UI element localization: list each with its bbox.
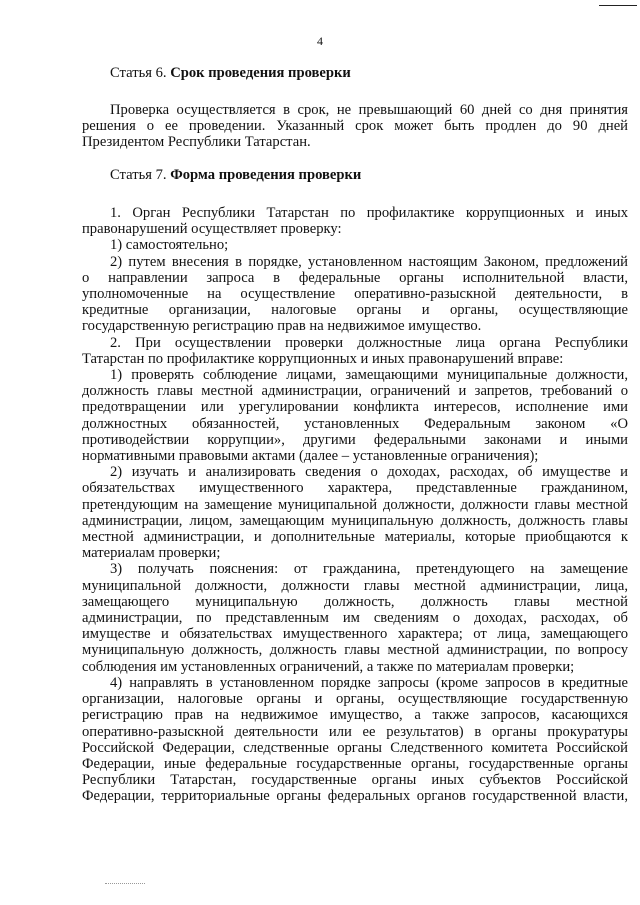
body-line: должностных обязанностей, установленных Федеральным законом «О (82, 415, 628, 432)
article-7-heading (110, 167, 361, 183)
body-line: противодействии коррупции», другими федеральными законами и иными (82, 431, 628, 448)
article-6-heading (110, 65, 351, 81)
article-7-body (82, 205, 628, 805)
article-7-prefix: Статья 7. (110, 167, 167, 183)
body-line: Республики Татарстан, государственные органы иных субъектов Российской (82, 772, 628, 789)
body-line: 1. Орган Республики Татарстан по профилактике коррупционных и иных (110, 205, 628, 221)
body-line: кредитные организации, налоговые органы и органы, осуществляющие (82, 302, 628, 319)
body-line: предотвращении или урегулировании конфликта интересов, исполнение ими (82, 399, 628, 416)
scan-edge-mark (599, 0, 637, 6)
body-line: решения о ее проведении. Указанный срок может быть продлен до 90 дней (82, 118, 628, 135)
body-line: Татарстан по профилактике коррупционных и иных правонарушений вправе: (82, 350, 564, 367)
body-line: регистрацию прав на недвижимое имущество, а также запросов, касающихся (82, 707, 628, 724)
body-line: администрации, по представленным им сведениям о доходах, расходах, об (82, 610, 628, 627)
body-line: нормативными правовыми актами (далее – установленные ограничения); (82, 448, 539, 465)
body-line: замещающего муниципальную должность, должность главы местной (82, 593, 628, 610)
body-line: муниципальную должность, должность главы местной администрации, по вопросу (82, 642, 628, 659)
body-line: оперативно-разыскной деятельности или ее результатов) в органы прокуратуры (82, 723, 628, 740)
body-line: 2) изучать и анализировать сведения о доходах, расходах, об имуществе и (110, 464, 628, 481)
body-line: организации, налоговые органы и органы, осуществляющие государственную (82, 691, 628, 708)
body-line: 2. При осуществлении проверки должностные лица органа Республики (110, 334, 628, 351)
body-line: должность главы местной администрации, ограничений и запретов, требований о (82, 383, 628, 400)
body-line: администрации, лицом, замещающим муниципальную должность, должность главы (82, 512, 628, 529)
article-6-title: Срок проведения проверки (170, 65, 351, 81)
body-line: 3) получать пояснения: от гражданина, претендующего на замещение (110, 561, 628, 578)
page-number: 4 (317, 34, 323, 48)
body-line: 2) путем внесения в порядке, установленном настоящим Законом, предложений (110, 253, 628, 270)
body-line: Президентом Республики Татарстан. (82, 134, 311, 151)
body-line: местной администрации, и дополнительные материалы, которые приобщаются к (82, 529, 628, 546)
scan-artifact-dots (105, 883, 145, 884)
body-line: муниципальной должности, должности главы местной администрации, лица, (82, 577, 628, 594)
body-line: претендующим на замещение муниципальной должности, должности главы местной (82, 496, 628, 513)
body-line: Проверка осуществляется в срок, не превышающий 60 дней со дня принятия (110, 102, 628, 118)
body-line: государственную регистрацию прав на недвижимое имущество. (82, 318, 482, 335)
article-6-prefix: Статья 6. (110, 65, 167, 81)
body-line: 1) проверять соблюдение лицами, замещающими муниципальные должности, (110, 367, 628, 384)
body-line: имуществе и обязательствах имущественного характера; от лица, замещающего (82, 626, 628, 643)
body-line: материалам проверки; (82, 545, 221, 562)
body-line: 1) самостоятельно; (110, 237, 229, 254)
body-line: Российской Федерации, следственные органы Следственного комитета Российской (82, 739, 628, 756)
body-line: обязательствах имущественного характера, представленные гражданином, (82, 480, 628, 497)
body-line: Федерации, территориальные органы федеральных органов государственной власти, (82, 788, 628, 805)
article-6-body (82, 102, 628, 151)
body-line: соблюдения им установленных ограничений, а также по материалам проверки; (82, 658, 575, 675)
body-line: 4) направлять в установленном порядке запросы (кроме запросов в кредитные (110, 674, 628, 691)
body-line: уполномоченные на осуществление оперативно-разыскной деятельности, в (82, 286, 628, 303)
body-line: Федерации, иные федеральные государственные органы, государственные органы (82, 755, 628, 772)
body-line: правонарушений осуществляет проверку: (82, 221, 342, 238)
body-line: о направлении запроса в федеральные органы исполнительной власти, (82, 269, 628, 286)
article-7-title: Форма проведения проверки (170, 167, 362, 183)
